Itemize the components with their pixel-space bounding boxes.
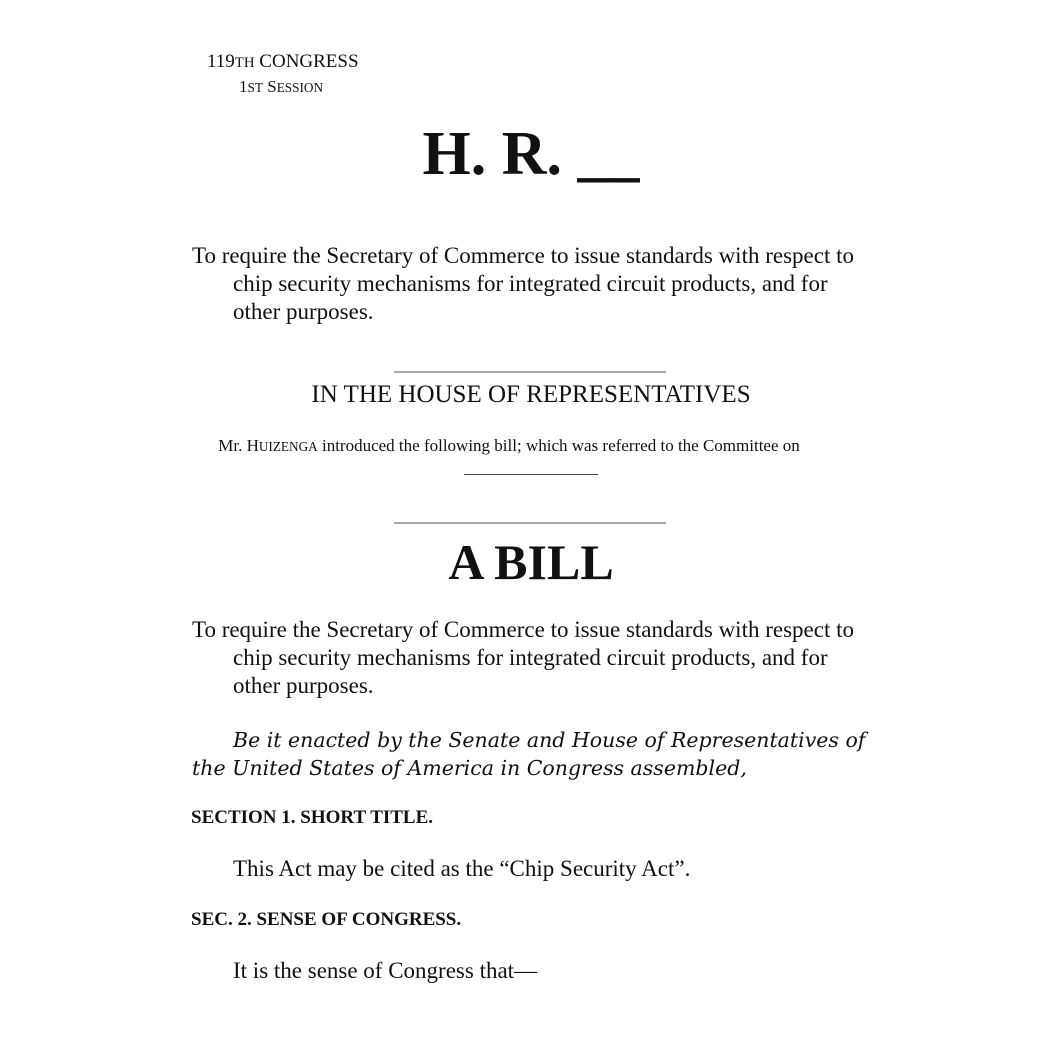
congress-line <box>207 51 359 74</box>
congress-word: CONGRESS <box>259 51 359 72</box>
session-line <box>239 77 323 98</box>
sponsor-prefix: Mr. <box>218 436 247 455</box>
congress-number: 119 <box>207 51 235 72</box>
long-title: To require the Secretary of Commerce to issue standards with respect to chip security mechanisms for integrated circuit products, and for other purposes. <box>192 617 854 698</box>
session-number: 1 <box>239 77 248 96</box>
enacting-clause: Be it enacted by the Senate and House of Representatives of the United States of America in Congress assembled, <box>192 728 866 780</box>
bill-heading: A BILL <box>448 534 614 590</box>
section-2-body: It is the sense of Congress that— <box>233 958 538 983</box>
committee-blank-line <box>464 474 598 475</box>
section-1-body: This Act may be cited as the “Chip Security Act”. <box>233 856 691 881</box>
session-first-letter: S <box>267 77 277 96</box>
divider-rule-bottom <box>394 522 666 524</box>
purpose-summary: To require the Secretary of Commerce to issue standards with respect to chip security mechanisms for integrated circuit products, and for other purposes. <box>192 243 854 324</box>
session-rest: ESSION <box>276 80 324 95</box>
sponsor-initial: H <box>246 436 259 455</box>
chamber-heading: IN THE HOUSE OF REPRESENTATIVES <box>311 381 751 408</box>
section-1-heading: SECTION 1. SHORT TITLE. <box>191 807 434 828</box>
session-suffix: ST <box>247 80 263 95</box>
section-2-heading: SEC. 2. SENSE OF CONGRESS. <box>191 909 462 930</box>
introduction-text: introduced the following bill; which was referred to the Committee on <box>317 436 800 455</box>
sponsor-rest: UIZENGA <box>258 439 318 454</box>
bill-number: H. R. __ <box>422 120 640 188</box>
divider-rule-top <box>394 371 666 373</box>
introduction-line <box>0 435 1018 457</box>
congress-suffix: TH <box>234 55 255 71</box>
